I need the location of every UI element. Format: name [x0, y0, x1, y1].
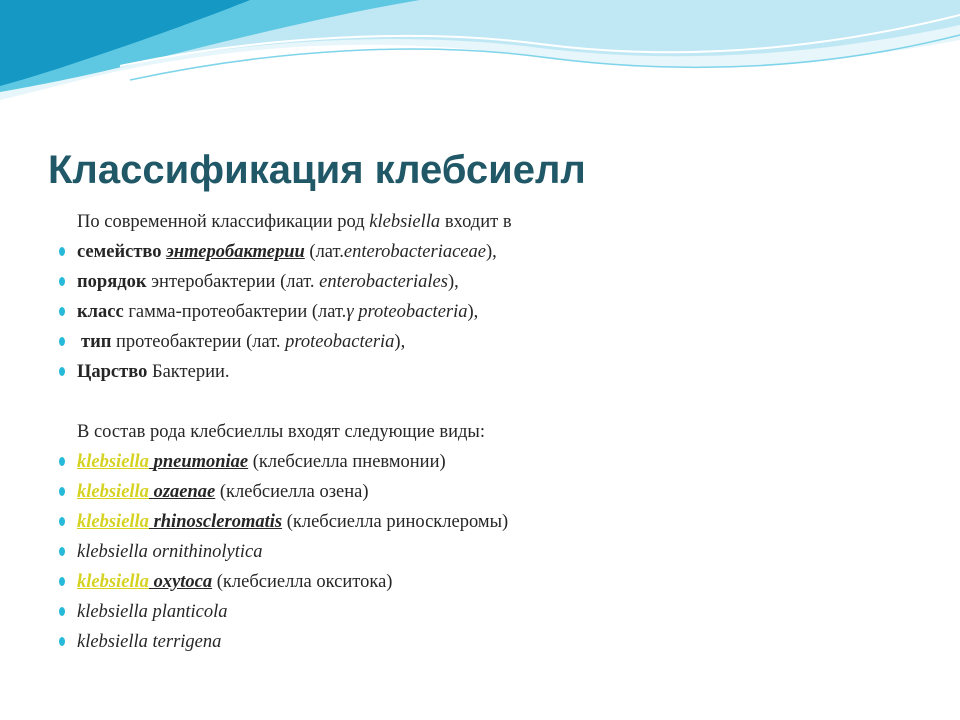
- taxonomy-rank: порядок: [77, 272, 147, 292]
- taxonomy-lat: enterobacteriales: [319, 272, 448, 292]
- genus-link[interactable]: klebsiella: [77, 452, 149, 472]
- taxonomy-name: энтеробактерии: [151, 272, 276, 292]
- taxonomy-item: класс гамма-протеобактерии (лат.γ proteobacteria),: [59, 297, 919, 327]
- taxonomy-lat: enterobacteriaceae: [343, 242, 486, 262]
- species-plain-name: klebsiella planticola: [77, 602, 228, 622]
- slide-title: Классификация клебсиелл: [48, 148, 586, 192]
- bullet-icon: [59, 307, 65, 316]
- species-plain-name: klebsiella terrigena: [77, 632, 222, 652]
- bullet-icon: [59, 607, 65, 616]
- bullet-icon: [59, 577, 65, 586]
- taxonomy-rank: класс: [77, 302, 124, 322]
- taxonomy-name-link[interactable]: энтеробактерии: [166, 242, 305, 262]
- bullet-icon: [59, 337, 65, 346]
- species-item: [59, 537, 919, 567]
- species-link[interactable]: ozaenae: [153, 482, 216, 502]
- taxonomy-lat-prefix: (лат.: [307, 302, 347, 322]
- species-link[interactable]: pneumoniae: [153, 452, 249, 472]
- taxonomy-rank: тип: [81, 332, 112, 352]
- species-item: [59, 567, 919, 597]
- intro-line: [59, 207, 919, 237]
- species-item: [59, 447, 919, 477]
- species-item: [59, 597, 919, 627]
- intro-tail: входит в: [440, 212, 512, 232]
- taxonomy-item: семейство энтеробактерии (лат.enterobacteriaceae),: [59, 237, 919, 267]
- intro-text: По современной классификации род: [77, 212, 370, 232]
- taxonomy-rank: Царство: [77, 362, 148, 382]
- taxonomy-lat-prefix: (лат.: [241, 332, 286, 352]
- genus-link[interactable]: klebsiella: [77, 482, 149, 502]
- genus-link[interactable]: klebsiella: [77, 512, 149, 532]
- taxonomy-lat: proteobacteria: [285, 332, 395, 352]
- taxonomy-item: [59, 357, 919, 387]
- taxonomy-name: Бактерии.: [151, 362, 230, 382]
- header-wave-decoration: [0, 0, 960, 120]
- species-ru-name: (клебсиелла риносклеромы): [282, 512, 509, 532]
- bullet-icon: [59, 487, 65, 496]
- taxonomy-rank: семейство: [77, 242, 162, 262]
- species-link[interactable]: oxytoca: [153, 572, 213, 592]
- species-ru-name: (клебсиелла окситока): [212, 572, 393, 592]
- taxonomy-name: протеобактерии: [116, 332, 242, 352]
- bullet-icon: [59, 517, 65, 526]
- taxonomy-name: гамма-протеобактерии: [128, 302, 308, 322]
- taxonomy-lat-prefix: (лат.: [275, 272, 320, 292]
- species-link[interactable]: rhinoscleromatis: [153, 512, 283, 532]
- slide-body: [59, 207, 919, 657]
- bullet-icon: [59, 457, 65, 466]
- species-ru-name: (клебсиелла озена): [215, 482, 369, 502]
- taxonomy-lat: γ proteobacteria: [346, 302, 468, 322]
- bullet-icon: [59, 277, 65, 286]
- genus-link[interactable]: klebsiella: [77, 572, 149, 592]
- species-item: [59, 627, 919, 657]
- taxonomy-item: тип протеобактерии (лат. proteobacteria),: [59, 327, 919, 357]
- bullet-icon: [59, 247, 65, 256]
- bullet-icon: [59, 637, 65, 646]
- intro-genus: klebsiella: [369, 212, 441, 232]
- species-plain-name: klebsiella ornithinolytica: [77, 542, 263, 562]
- species-intro: В состав рода клебсиеллы входят следующие виды:: [77, 422, 486, 442]
- bullet-icon: [59, 367, 65, 376]
- species-item: [59, 477, 919, 507]
- species-ru-name: (клебсиелла пневмонии): [248, 452, 446, 472]
- taxonomy-item: порядок энтеробактерии (лат. enterobacteriales),: [59, 267, 919, 297]
- bullet-icon: [59, 547, 65, 556]
- taxonomy-lat-prefix: (лат.: [304, 242, 344, 262]
- species-item: [59, 507, 919, 537]
